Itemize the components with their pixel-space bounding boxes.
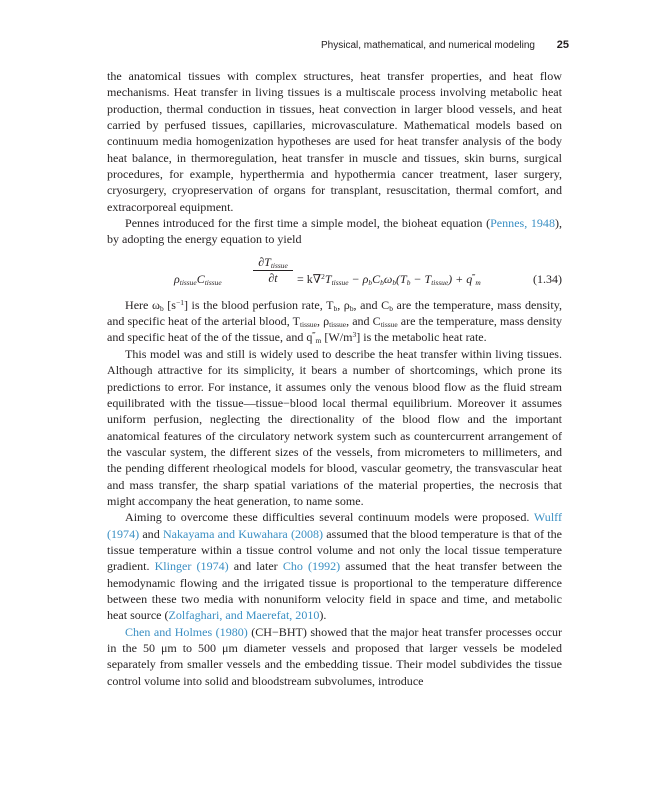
running-title: Physical, mathematical, and numerical modeling	[321, 40, 535, 51]
equation-rhs: = $k\nabla^2T_{tissue} - \rho_bC_b\omega_b(T_b - T_{tissue}) + q^‴_m$	[297, 271, 481, 287]
citation-nakayama-kuwahara-2008[interactable]: Nakayama and Kuwahara (2008)	[162, 526, 324, 541]
citation-pennes-1948[interactable]: Pennes, 1948	[490, 216, 555, 231]
paragraph-6: Chen and Holmes (1980) (CH−BHT) showed that the major heat transfer processes occur in the 50 μm to 500 μm diameter vessels and proposed that larger vessels be modeled separately from smaller vessels and the embedding tissue. Their model subdivides the tissue control volume into solid and bloodstream subvolumes, introduce	[107, 624, 563, 688]
equation-fraction	[253, 255, 293, 285]
paragraph-1: the anatomical tissues with complex structures, heat transfer properties, and heat flow mechanisms. Heat transfer in living tissues is a multiscale process involving metabolic heat production, thermal conduction in tissues, heat convection in larger blood vessels, and heat carried by perfused tissues, capillaries, microvasculature. Mathematical models based on continuum media homogenization hypotheses are used for heat transfer analysis of the body heat balance, in thermoregulation, heat transfer in muscle and tissues, skin burns, surgical procedures, for example, hyperthermia and hypothermia cancer treatment, laser surgery, cryosurgery, cryopreservation of organs for transplant, resuscitation, thermal comfort, and extracorporeal equipment.	[107, 69, 562, 214]
paragraph-2: Pennes introduced for the first time a simple model, the bioheat equation (Pennes, 1948), by adopting the energy equation to yield	[107, 216, 562, 247]
citation-chen-holmes-1980[interactable]: Chen and Holmes (1980)	[125, 624, 248, 639]
citation-cho-1992[interactable]: Cho (1992)	[282, 559, 341, 574]
citation-wulff-1974[interactable]: Wulff (1974)	[107, 510, 562, 541]
citation-zolfaghari-maerefat-2010[interactable]: Zolfaghari, and Maerefat, 2010	[168, 608, 320, 623]
fraction-denominator: ∂t	[268, 270, 278, 285]
paragraph-5: Aiming to overcome these difficulties several continuum models were proposed. Wulff (1974) and Nakayama and Kuwahara (2008) assumed that the blood temperature is that of the tissue temperature within a tissue control volume and not only the local tissue temperature gradient. Klinger (1974) and later Cho (1992) assumed that the heat transfer between the hemodynamic flowing and the irrigated tissue is proportional to the temperature difference between these two media with nonuniform velocity field in space and time, and metabolic heat source (Zolfaghari, and Maerefat, 2010).	[107, 510, 562, 623]
fraction-numerator: $\partial T_{tissue}$	[253, 255, 293, 271]
body-text	[107, 68, 562, 689]
paragraph-4: This model was and still is widely used to describe the heat transfer within living tissues. Although attractive for its simplicity, it bears a number of shortcomings, which prone its predictions to error. For instance, it assumes only the venous blood flow as the fluid stream equilibrated with the tissue—tissue−blood local thermal equilibrium. Moreover it assumes uniform perfusion, neglecting the directionality of the blood flow and the important anatomical features of the circulatory network system such as countercurrent arrangement of the vascular system, the different sizes of the vessels, from micrometers to millimeters, and the pending different rheological models for blood, vascular geometry, the transvascular heat and mass transfer, the sharp spatial variations of the material properties, the necrosis that might accompany the heat generation, to name some.	[107, 346, 562, 508]
equation-lhs: $\rho_{tissue}C_{tissue}$	[174, 271, 222, 287]
citation-klinger-1974[interactable]: Klinger (1974)	[154, 559, 229, 574]
equation-number: (1.34)	[533, 271, 562, 286]
page-number: 25	[556, 39, 569, 51]
equation-1-34	[107, 252, 562, 292]
paragraph-3: Here $\omega_b$ $[s^{-1}]$ is the blood perfusion rate, $T_b$, $\rho_b$, and $C_b$ are the temperature, mass density, and specific heat of the arterial blood, $T_{tissue}$, $\rho_{tissue}$, and $C_{tissue}$ are the temperature, mass density and specific heat of the of the tissue, and $q^‴_m$ $[W/m^3]$ is the metabolic heat rate.	[107, 297, 562, 346]
